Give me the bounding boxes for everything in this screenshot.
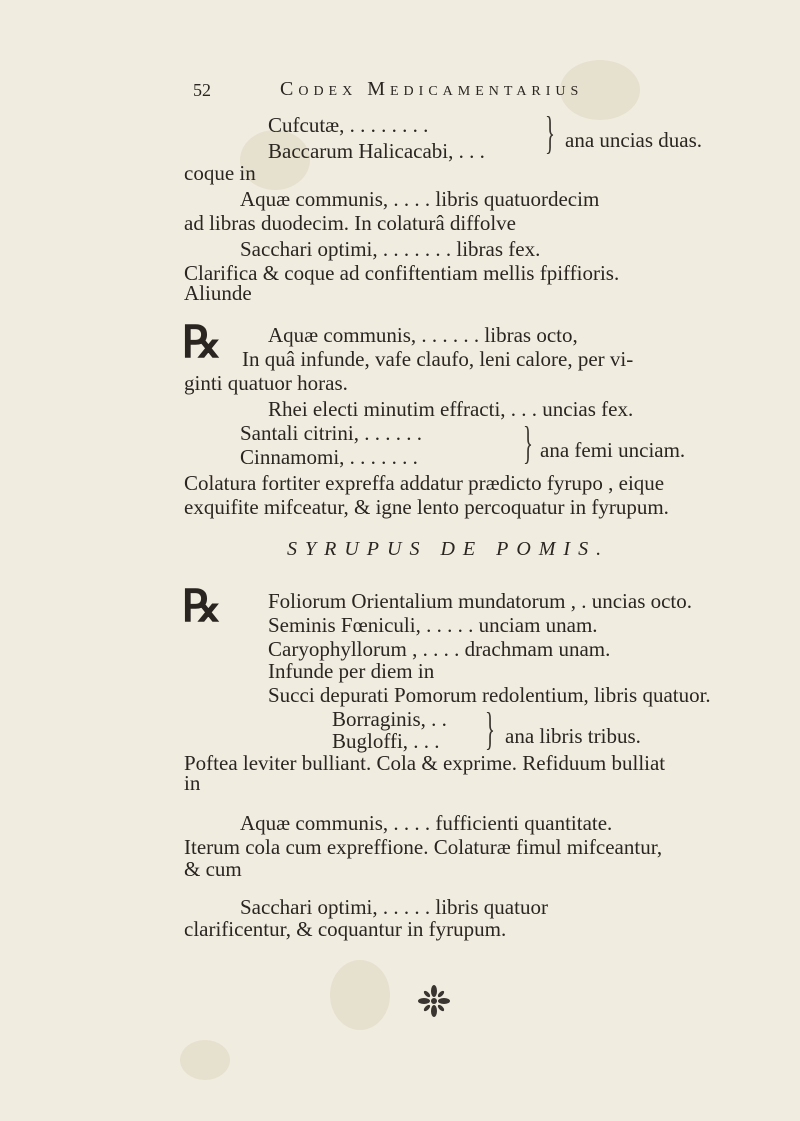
text-line: In quâ infunde, vafe claufo, leni calore, per vi- — [242, 347, 634, 371]
brace-label: ana femi unciam. — [540, 438, 686, 462]
page-number: 52 — [193, 80, 211, 100]
ingredient-line: Baccarum Halicacabi, . . . — [268, 139, 485, 163]
text-line: Aquæ communis, . . . . . . libras octo, — [268, 323, 578, 347]
ingredient-line: Cinnamomi, . . . . . . . — [240, 445, 418, 469]
ingredient-line: Bugloffi, . . . — [332, 729, 440, 753]
recipe-symbol-icon: ℞ — [182, 318, 222, 367]
ingredient-line: Foliorum Orientalium mundatorum , . uncias octo. — [268, 589, 693, 613]
text-line: Succi depurati Pomorum redolentium, libris quatuor. — [268, 683, 711, 707]
text-line: clarificentur, & coquantur in fyrupum. — [184, 917, 507, 941]
text-line: Iterum cola cum expreffione. Colaturæ fimul mifceantur, — [184, 835, 663, 859]
text-line: in — [184, 771, 201, 795]
text-line: Aquæ communis, . . . . libris quatuordecim — [240, 187, 600, 211]
running-title: Codex Medicamentarius — [280, 78, 584, 100]
text-line: & cum — [184, 857, 242, 881]
ingredient-line: Cufcutæ, . . . . . . . . — [268, 113, 429, 137]
text-line: Rhei electi minutim effracti, . . . uncias fex. — [268, 397, 634, 421]
text-line: exquifite mifceatur, & igne lento percoquatur in fyrupum. — [184, 495, 669, 519]
curly-brace-icon: } — [545, 107, 555, 158]
text-line: Colatura fortiter expreffa addatur prædicto fyrupo , eique — [184, 471, 665, 495]
text-line: Aliunde — [184, 281, 252, 305]
section-title: SYRUPUS DE POMIS. — [287, 538, 610, 560]
ingredient-line: Borraginis, . . — [332, 707, 447, 731]
text-line: Sacchari optimi, . . . . . libris quatuor — [240, 895, 548, 919]
text-line: Clarifica & coque ad confiftentiam mellis fpiffioris. — [184, 261, 620, 285]
brace-label: ana libris tribus. — [505, 724, 641, 748]
page-header — [0, 80, 800, 110]
floral-ornament-icon — [418, 983, 450, 1027]
ingredient-line: Santali citrini, . . . . . . — [240, 421, 422, 445]
text-line: ad libras duodecim. In colaturâ diffolve — [184, 211, 517, 235]
ingredient-line: Caryophyllorum , . . . . drachmam unam. — [268, 637, 611, 661]
text-line: ginti quatuor horas. — [184, 371, 348, 395]
text-line: Aquæ communis, . . . . fufficienti quantitate. — [240, 811, 613, 835]
recipe-symbol-icon: ℞ — [182, 582, 222, 631]
text-line: coque in — [184, 161, 256, 185]
brace-label: ana uncias duas. — [565, 128, 703, 152]
curly-brace-icon: } — [485, 703, 495, 754]
text-line: Infunde per diem in — [268, 659, 435, 683]
text-line: Poftea leviter bulliant. Cola & exprime. Refiduum bulliat — [184, 751, 666, 775]
text-line: Sacchari optimi, . . . . . . . libras fex. — [240, 237, 541, 261]
ingredient-line: Seminis Fœniculi, . . . . . unciam unam. — [268, 613, 598, 637]
paper-stain — [180, 1040, 230, 1080]
paper-stain — [330, 960, 390, 1030]
curly-brace-icon: } — [523, 417, 533, 468]
